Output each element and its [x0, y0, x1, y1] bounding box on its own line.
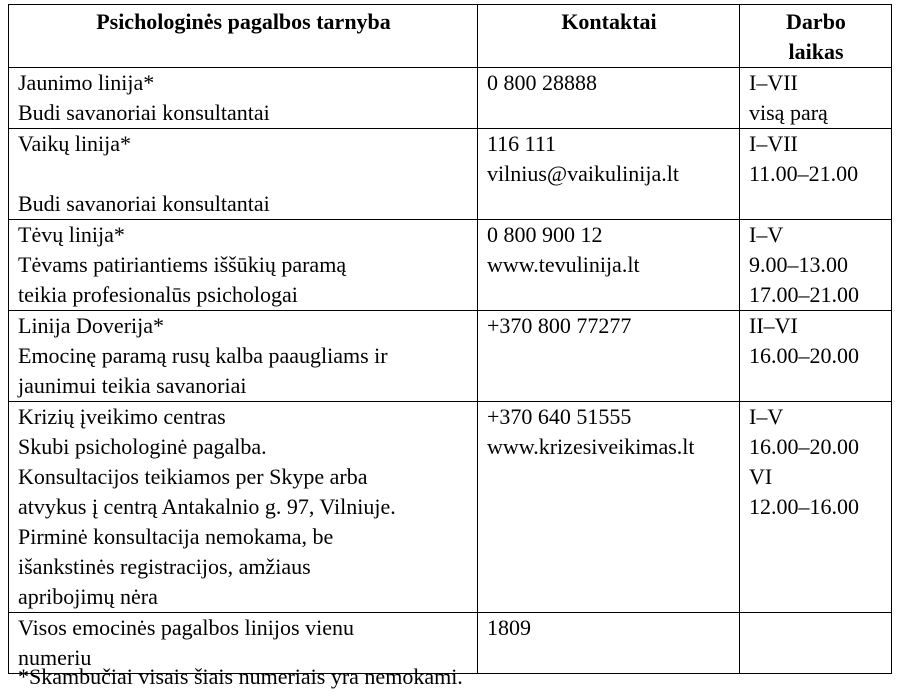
service-description-line-6: apribojimų nėra	[18, 584, 158, 609]
contact-phone[interactable]: 0 800 900 12	[487, 222, 603, 247]
header-hours-line-1: Darbo	[786, 9, 846, 34]
service-cell	[9, 402, 478, 613]
hours-days-2: VI	[749, 464, 773, 489]
hours-time-2: 12.00–16.00	[749, 494, 859, 519]
table-row	[9, 68, 892, 129]
contacts-cell	[478, 68, 740, 129]
service-description-line-4: Pirminė konsultacija nemokama, be	[18, 524, 334, 549]
contact-phone[interactable]: 0 800 28888	[487, 70, 597, 95]
service-cell	[9, 129, 478, 220]
contact-website[interactable]: www.tevulinija.lt	[487, 252, 640, 277]
contact-phone[interactable]: 1809	[487, 615, 531, 640]
hours-days: I–VII	[749, 70, 798, 95]
table-header-row	[9, 5, 892, 68]
table-row	[9, 129, 892, 220]
service-description-line-1: Tėvams patiriantiems iššūkių paramą	[18, 252, 347, 277]
footnote: *Skambučiai visais šiais numeriais yra nemokami.	[18, 664, 463, 689]
service-name: Vaikų linija*	[18, 131, 132, 156]
service-cell	[9, 68, 478, 129]
contact-phone[interactable]: +370 640 51555	[487, 404, 632, 429]
contact-email[interactable]: vilnius@vaikulinija.lt	[487, 161, 679, 186]
hours-days: I–VII	[749, 131, 798, 156]
table-row	[9, 220, 892, 311]
hours-time: 16.00–20.00	[749, 343, 859, 368]
contacts-cell	[478, 129, 740, 220]
service-name: Linija Doverija*	[18, 313, 165, 338]
hours-cell	[740, 129, 892, 220]
header-contacts-text: Kontaktai	[561, 9, 657, 34]
table-row	[9, 311, 892, 402]
service-name: Tėvų linija*	[18, 222, 125, 247]
service-description-line-2: teikia profesionalūs psichologai	[18, 282, 298, 307]
hours-time-1: 9.00–13.00	[749, 252, 848, 277]
contacts-cell	[478, 311, 740, 402]
hours-cell	[740, 311, 892, 402]
contacts-cell	[478, 220, 740, 311]
service-description-line-2: Konsultacijos teikiamos per Skype arba	[18, 464, 368, 489]
header-contacts	[478, 5, 740, 68]
contact-website[interactable]: www.krizesiveikimas.lt	[487, 434, 695, 459]
service-name-line-1: Visos emocinės pagalbos linijos vienu	[18, 615, 354, 640]
contacts-cell	[478, 613, 740, 674]
hours-time-2: 17.00–21.00	[749, 282, 859, 307]
hours-cell	[740, 220, 892, 311]
contacts-cell	[478, 402, 740, 613]
hours-cell	[740, 68, 892, 129]
service-name: Krizių įveikimo centras	[18, 404, 226, 429]
service-cell	[9, 220, 478, 311]
contact-phone[interactable]: 116 111	[487, 131, 557, 156]
service-description-line-2: jaunimui teikia savanoriai	[18, 373, 247, 398]
hours-time-1: 16.00–20.00	[749, 434, 859, 459]
hours-days: II–VI	[749, 313, 798, 338]
service-description-line-1: Skubi psichologinė pagalba.	[18, 434, 267, 459]
helplines-table	[8, 4, 892, 674]
header-service	[9, 5, 478, 68]
contact-phone[interactable]: +370 800 77277	[487, 313, 632, 338]
hours-time: 11.00–21.00	[749, 161, 859, 186]
header-hours-line-2: laikas	[788, 39, 844, 64]
service-description-line-5: išankstinės registracijos, amžiaus	[18, 554, 311, 579]
table-row	[9, 402, 892, 613]
blank-line	[18, 159, 469, 189]
hours-days-1: I–V	[749, 404, 784, 429]
service-description-line-1: Emocinę paramą rusų kalba paaugliams ir	[18, 343, 388, 368]
service-name: Jaunimo linija*	[18, 70, 155, 95]
service-description: Budi savanoriai konsultantai	[18, 100, 270, 125]
service-description-line-3: atvykus į centrą Antakalnio g. 97, Vilniuje.	[18, 494, 396, 519]
service-name-line-2: numeriu	[18, 645, 92, 670]
header-service-text: Psichologinės pagalbos tarnyba	[96, 9, 391, 34]
service-description: Budi savanoriai konsultantai	[18, 191, 270, 216]
hours-cell	[740, 402, 892, 613]
hours-time: visą parą	[749, 100, 828, 125]
service-cell	[9, 311, 478, 402]
hours-days: I–V	[749, 222, 784, 247]
header-hours	[740, 5, 892, 68]
hours-cell-empty	[740, 613, 892, 674]
